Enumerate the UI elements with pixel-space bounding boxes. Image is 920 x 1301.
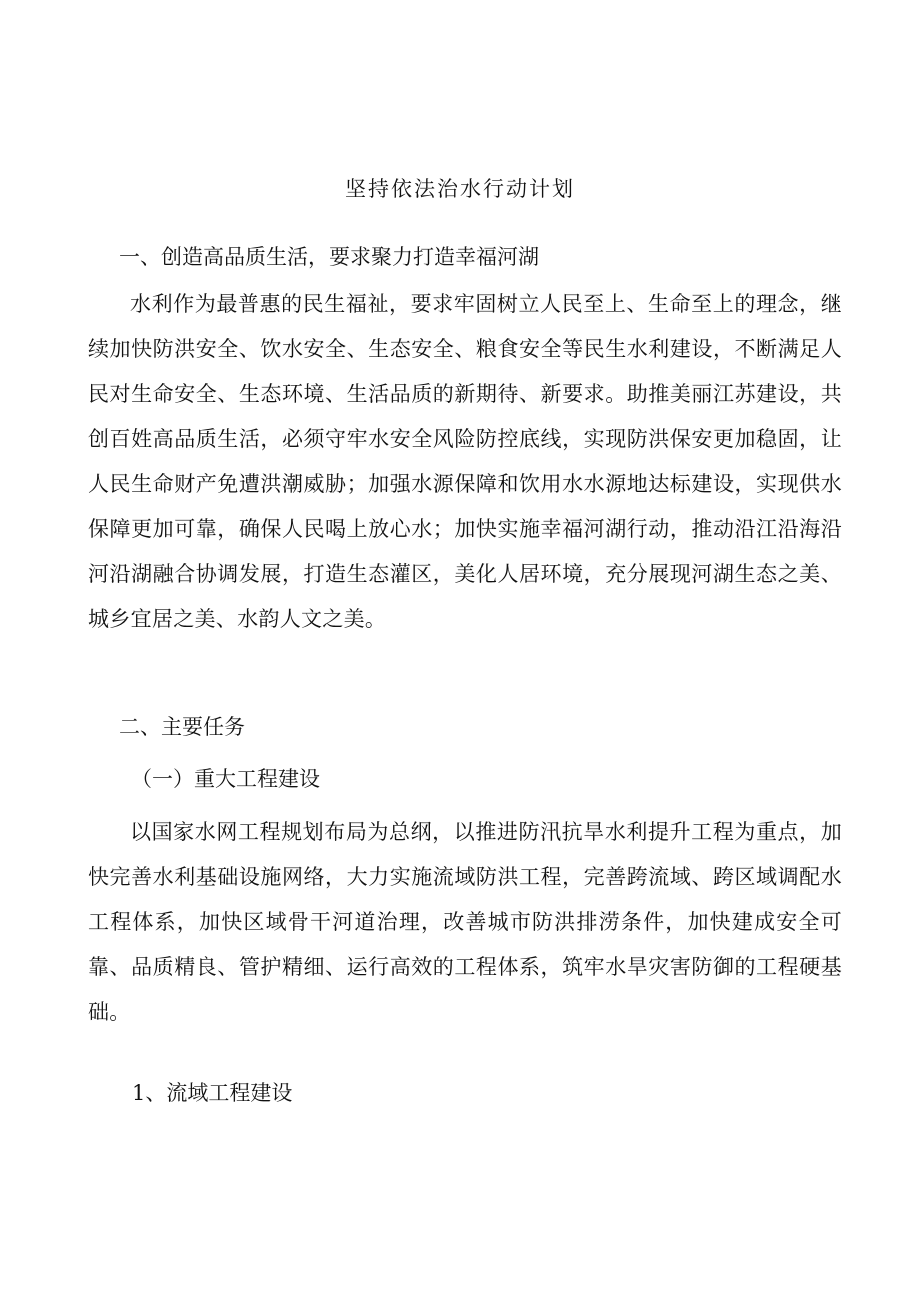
section-paragraph-1: 水利作为最普惠的民生福祉，要求牢固树立人民至上、生命至上的理念，继续加快防洪安全、饮水安全、生态安全、粮食安全等民生水利建设，不断满足人民对生命安全、生态环境、生活品质的新期待、新要求。助推美丽江苏建设，共创百姓高品质生活，必须守牢水安全风险防控底线，实现防洪保安更加稳固，让人民生命财产免遭洪潮威胁；加强水源保障和饮用水水源地达标建设，实现供水保障更加可靠，确保人民喝上放心水；加快实施幸福河湖行动，推动沿江沿海沿河沿湖融合协调发展，打造生态灌区，美化人居环境，充分展现河湖生态之美、城乡宜居之美、水韵人文之美。 [88,292,842,631]
section-heading-1: 一、创造高品质生活，要求聚力打造幸福河湖 [119,245,539,269]
subsection-heading-1: （一）重大工程建设 [131,767,320,791]
item-heading-1: 1、流域工程建设 [132,1081,293,1105]
subsection-paragraph-1: 以国家水网工程规划布局为总纲，以推进防汛抗旱水利提升工程为重点，加快完善水利基础设施网络，大力实施流域防洪工程，完善跨流域、跨区域调配水工程体系，加快区域骨干河道治理，改善城市防洪排涝条件，加快建成安全可靠、品质精良、管护精细、运行高效的工程体系，筑牢水旱灾害防御的工程硬基础。 [88,820,842,1024]
page-title: 坚持依法治水行动计划 [345,177,575,201]
section-heading-2: 二、主要任务 [119,715,245,739]
